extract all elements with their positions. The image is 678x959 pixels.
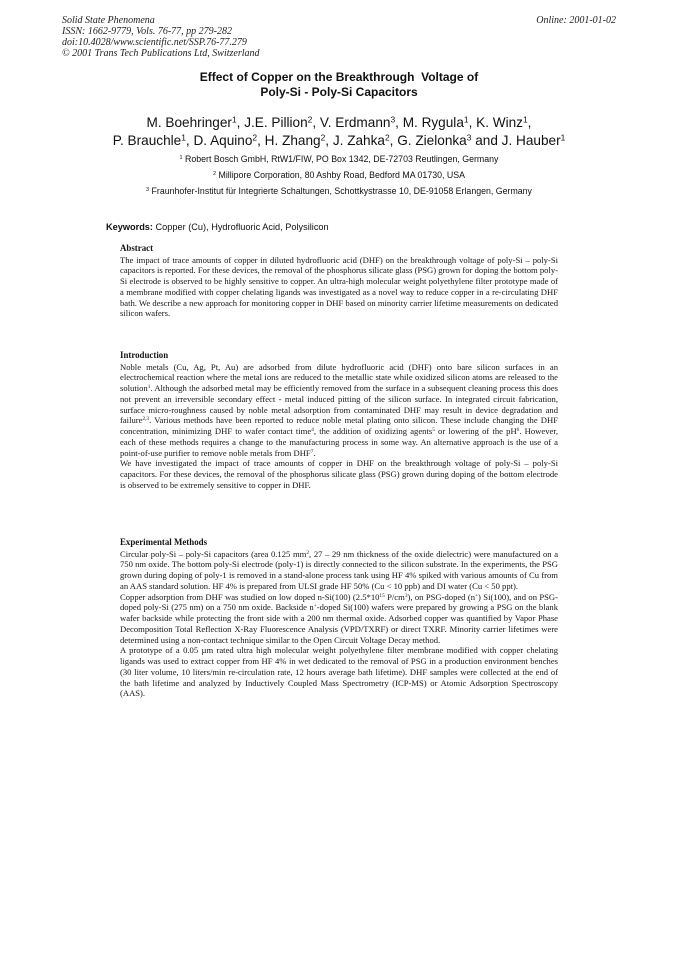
citation: 7 — [310, 448, 314, 455]
author: M. Rygula$^1$ — [402, 114, 469, 130]
journal-header — [62, 15, 260, 59]
online-date: Online: 2001-01-02 — [536, 15, 616, 26]
citation: 5 — [432, 427, 435, 434]
introduction-heading: Introduction — [120, 350, 169, 360]
author-list — [0, 114, 678, 150]
citation: 2,3 — [142, 416, 150, 423]
experimental-paragraph-3: A prototype of a 0.05 µm rated ultra high molecular weight polyethylene filter membrane modified with copper chelating ligands was used to extract copper from HF 4% in wet dedicated to the removal of PSG in a production environment benches (30 liter volume, 10 liters/min re-circulation rate, 12 hours average bath lifetime). DHF samples were collected at the end of the bath lifetime and analyzed by Inductively Coupled Mass Spectrometry (ICP-MS) or Atomic Adsorption Spectroscopy (AAS). — [120, 645, 558, 699]
keywords-text: Copper (Cu), Hydrofluoric Acid, Polysilicon — [155, 222, 329, 232]
author-line-1: M. Boehringer$^1$, J.E. Pillion$^2$, V. Erdmann$^3$, M. Rygula$^1$, K. Winz$^1$, — [146, 114, 532, 130]
introduction-paragraph-2: We have investigated the impact of trace amounts of copper in DHF on the breakthrough voltage of poly-Si – poly-Si capacitors. For these devices, the removal of the phosphorus silicate glass (PSG) grown during doping of the bottom electrode is observed to be extremely sensitive to copper in DHF. — [120, 458, 558, 490]
author: D. Aquino$^2$ — [193, 132, 258, 148]
author: K. Winz$^1$ — [476, 114, 528, 130]
title-line-2: Poly-Si - Poly-Si Capacitors — [260, 85, 418, 99]
abstract-section — [120, 243, 558, 319]
doi-line: doi:10.4028/www.scientific.net/SSP.76-77.279 — [62, 37, 247, 48]
author: P. Brauchle$^1$ — [112, 132, 186, 148]
paper-title — [0, 70, 678, 100]
abstract-heading: Abstract — [120, 243, 154, 253]
introduction-section — [120, 350, 558, 491]
author: H. Zhang$^2$ — [264, 132, 326, 148]
author: V. Erdmann$^3$ — [319, 114, 396, 130]
introduction-paragraph-1: Noble metals (Cu, Ag, Pt, Au) are adsorbed from dilute hydrofluoric acid (DHF) onto bare silicon surfaces in an electrochemical reaction where the metal ions are reduced to the metallic state while oxidized silicon atoms are released to the solution$^1$. Although the adsorbed metal may be efficiently removed from the surface in a subsequent cleaning process this does not prevent an irreversible secondary effect - metal induced pitting of the silicon surface. In integrated circuit fabrication, surface micro-roughness caused by noble metal adsorption from contaminated DHF may result in device degradation and failure$^{2,3}$. Various methods have been reported to reduce noble metal plating onto silicon. These include changing the DHF concentration, minimizing DHF to wafer contact time$^4$, the addition of oxidizing agents$^5$ or lowering of the $pH^6$. However, each of these methods requires a change to the manufacturing process in some way. An alternative approach is the use of a point-of-use purifier to remove noble metals from DHF$^7$. — [120, 361, 558, 458]
affiliation-2: $^2$ Millipore Corporation, 80 Ashby Road, Bedford MA 01730, USA — [213, 170, 465, 180]
author: J.E. Pillion$^2$ — [244, 114, 313, 130]
abstract-text: The impact of trace amounts of copper in diluted hydrofluoric acid (DHF) on the breakthrough voltage of poly-Si – poly-Si capacitors is reported. For these devices, the removal of the phosphorus silicate glass (PSG) grown for doping the bottom poly-Si electrode is observed to be highly sensitive to copper. An ultra-high molecular weight polyethylene filter prototype made of a membrane modified with copper chelating ligands was investigated as a novel way to reduce copper in a re-circulating DHF bath. We describe a new approach for monitoring copper in DHF based on minority carrier lifetime measurements on dedicated silicon wafers. — [120, 254, 558, 319]
experimental-heading: Experimental Methods — [120, 537, 208, 547]
author: J. Hauber$^1$ — [501, 132, 566, 148]
copyright-line: © 2001 Trans Tech Publications Ltd, Switzerland — [62, 48, 260, 59]
experimental-paragraph-2: Copper adsorption from DHF was studied on low doped n-Si(100) ($2.5*10^{15}$ $P/cm^3$), on PSG-doped (n+) Si(100), and on PSG-doped poly-Si (275 nm) on a 750 nm oxide. Backside n+-doped Si(100) wafers were prepared by growing a PSG on the blank wafer backside while protecting the front side with a 200 nm thermal oxide. Adsorbed copper was quantified by Vapor Phase Decomposition Total Reflection X-Ray Fluorescence Analysis (VPD/TXRF) or direct TXRF. Minority carrier lifetimes were determined using a non-contact technique similar to the Open Circuit Voltage Decay method. — [120, 591, 559, 645]
citation: 4 — [311, 427, 314, 434]
affiliation-3: $^3$ Fraunhofer-Institut für Integrierte Schaltungen, Schottkystrasse 10, DE-91058 Erlangen, Germany — [146, 186, 532, 196]
author: G. Zielonka$^3$ — [397, 132, 472, 148]
citation: 1 — [147, 384, 151, 391]
journal-name: Solid State Phenomena — [62, 15, 155, 26]
affiliation-1: $^1$ Robert Bosch GmbH, RtW1/FIW, PO Box 1342, DE-72703 Reutlingen, Germany — [179, 154, 499, 164]
author: M. Boehringer$^1$ — [146, 114, 237, 130]
author: J. Zahka$^2$ — [332, 132, 390, 148]
issn-line: ISSN: 1662-9779, Vols. 76-77, pp 279-282 — [62, 26, 232, 37]
keywords — [106, 221, 329, 233]
citation: 6 — [516, 427, 520, 434]
title-line-1: Effect of Copper on the Breakthrough Voltage of — [199, 70, 479, 84]
experimental-section — [120, 537, 558, 699]
author-line-2: P. Brauchle$^1$, D. Aquino$^2$, H. Zhang$^2$, J. Zahka$^2$, G. Zielonka$^3$ and J. Hauber$^1$ — [112, 132, 566, 148]
keywords-label: Keywords: — [106, 222, 153, 232]
experimental-paragraph-1: Circular poly-Si – poly-Si capacitors (area 0.125 $mm^2$, 27 – 29 nm thickness of the oxide dielectric) were manufactured on a 750 nm oxide. The bottom poly-Si electrode (poly-1) is directly connected to the silicon substrate. In the experiments, the PSG grown during doping of poly-1 is removed in a stand-alone process tank using HF 4% spiked with various amounts of Cu from an AAS standard solution. HF 4% is prepared from ULSI grade HF 50% (Cu < 10 ppb) and DI water (Cu < 50 ppt). — [120, 548, 559, 591]
